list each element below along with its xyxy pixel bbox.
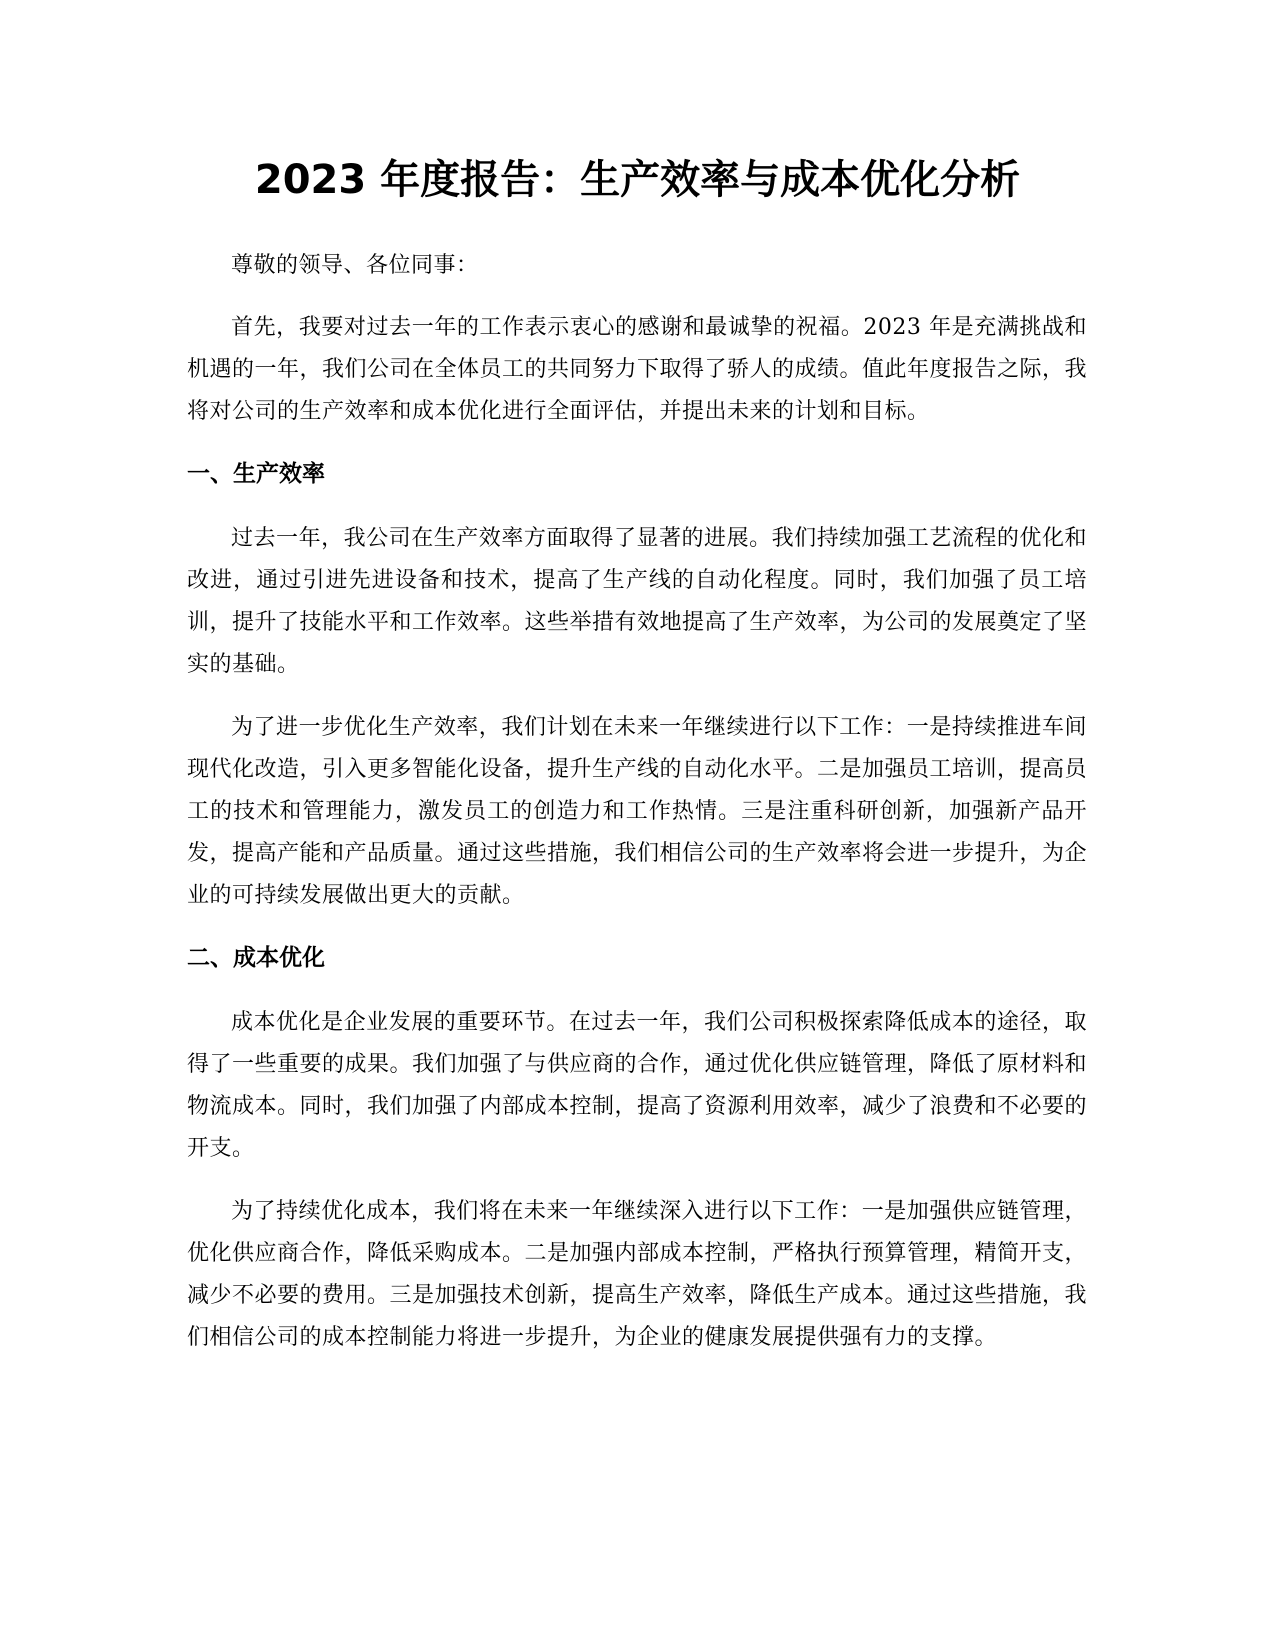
section-paragraph: 成本优化是企业发展的重要环节。在过去一年，我们公司积极探索降低成本的途径，取得了一些重要的成果。我们加强了与供应商的合作，通过优化供应链管理，降低了原材料和物流成本。同时，我们加强了内部成本控制，提高了资源利用效率，减少了浪费和不必要的开支。 [187, 1010, 1088, 1161]
section-production-efficiency [187, 454, 1087, 917]
section-cost-optimization [187, 938, 1087, 1359]
intro-paragraph: 首先，我要对过去一年的工作表示衷心的感谢和最诚挚的祝福。2023 年是充满挑战和机遇的一年，我们公司在全体员工的共同努力下取得了骄人的成绩。值此年度报告之际，我将对公司的生产效率和成本优化进行全面评估，并提出未来的计划和目标。 [187, 315, 1088, 424]
document-title: 2023 年度报告：生产效率与成本优化分析 [254, 157, 1021, 203]
document-body [187, 245, 1087, 1380]
section-heading: 一、生产效率 [187, 461, 325, 487]
section-paragraph: 过去一年，我公司在生产效率方面取得了显著的进展。我们持续加强工艺流程的优化和改进，通过引进先进设备和技术，提高了生产线的自动化程度。同时，我们加强了员工培训，提升了技能水平和工作效率。这些举措有效地提高了生产效率，为公司的发展奠定了坚实的基础。 [187, 526, 1088, 677]
section-paragraph: 为了持续优化成本，我们将在未来一年继续深入进行以下工作：一是加强供应链管理，优化供应商合作，降低采购成本。二是加强内部成本控制，严格执行预算管理，精简开支，减少不必要的费用。三是加强技术创新，提高生产效率，降低生产成本。通过这些措施，我们相信公司的成本控制能力将进一步提升，为企业的健康发展提供强有力的支撑。 [187, 1199, 1088, 1350]
salutation: 尊敬的领导、各位同事： [231, 253, 479, 278]
section-paragraph: 为了进一步优化生产效率，我们计划在未来一年继续进行以下工作：一是持续推进车间现代化改造，引入更多智能化设备，提升生产线的自动化水平。二是加强员工培训，提高员工的技术和管理能力，激发员工的创造力和工作热情。三是注重科研创新，加强新产品开发，提高产能和产品质量。通过这些措施，我们相信公司的生产效率将会进一步提升，为企业的可持续发展做出更大的贡献。 [187, 715, 1088, 908]
section-heading: 二、成本优化 [187, 945, 325, 971]
